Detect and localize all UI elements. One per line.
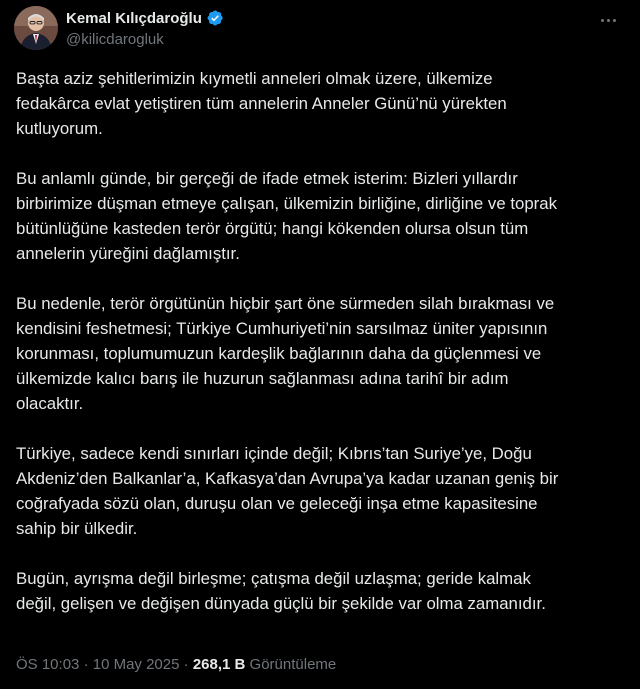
- more-dot: [607, 19, 610, 22]
- tweet-line: coğrafyada sözü olan, duruşu olan ve geleceği inşa etme kapasitesine: [16, 494, 538, 513]
- tweet-paragraph: [16, 166, 626, 266]
- tweet-line: değil, gelişen ve değişen dünyada güçlü bir şekilde var olma zamanıdır.: [16, 594, 546, 613]
- author-names: [66, 8, 224, 48]
- tweet-line: Bu nedenle, terör örgütünün hiçbir şart öne sürmeden silah bırakması ve: [16, 294, 555, 313]
- tweet-line: Bu anlamlı günde, bir gerçeği de ifade etmek isterim: Bizleri yıllardır: [16, 169, 518, 188]
- more-dot: [601, 19, 604, 22]
- verified-badge-icon: [206, 9, 224, 27]
- tweet-date[interactable]: 10 May 2025: [92, 656, 180, 673]
- views-count[interactable]: 268,1 B: [192, 656, 246, 673]
- author-name-row: [66, 8, 224, 28]
- tweet-line: Türkiye, sadece kendi sınırları içinde değil; Kıbrıs’tan Suriye’ye, Doğu: [16, 444, 532, 463]
- more-dot: [613, 19, 616, 22]
- tweet-line: Başta aziz şehitlerimizin kıymetli anneleri olmak üzere, ülkemize: [16, 69, 493, 88]
- author-display-name[interactable]: Kemal Kılıçdaroğlu: [66, 9, 202, 27]
- tweet-line: kutluyorum.: [16, 119, 103, 138]
- tweet-header: [14, 6, 626, 54]
- tweet-line: birbirimize düşman etmeye çalışan, ülkemizin birliğine, dirliğine ve toprak: [16, 194, 557, 213]
- tweet-line: Akdeniz’den Balkanlar’a, Kafkasya’dan Avrupa’ya kadar uzanan geniş bir: [16, 469, 559, 488]
- author-handle[interactable]: @kilicdarogluk: [66, 31, 164, 48]
- tweet-paragraph: [16, 291, 626, 416]
- tweet-line: Bugün, ayrışma değil birleşme; çatışma değil uzlaşma; geride kalmak: [16, 569, 531, 588]
- tweet-line: olacaktır.: [16, 394, 84, 413]
- tweet-meta: [16, 656, 336, 673]
- meta-separator: ·: [83, 656, 89, 673]
- tweet-line: ülkemizde kalıcı barış ile huzurun sağlanması adına tarihî bir adım: [16, 369, 509, 388]
- tweet-paragraph: [16, 441, 626, 541]
- tweet-line: sahip bir ülkedir.: [16, 519, 138, 538]
- tweet-paragraph: [16, 566, 626, 616]
- tweet-line: fedakârca evlat yetiştiren tüm annelerin Anneler Günü’nü yürekten: [16, 94, 507, 113]
- tweet-line: annelerin yüreğini dağlamıştır.: [16, 244, 240, 263]
- tweet-line: kendisini feshetmesi; Türkiye Cumhuriyeti’nin sarsılmaz üniter yapısının: [16, 319, 548, 338]
- meta-separator: ·: [183, 656, 189, 673]
- tweet-line: korunması, toplumumuzun kardeşlik bağlarının daha da güçlenmesi ve: [16, 344, 542, 363]
- tweet-line: bütünlüğüne kasteden terör örgütü; hangi kökenden olursa olsun tüm: [16, 219, 529, 238]
- tweet-time[interactable]: ÖS 10:03: [16, 656, 80, 673]
- views-label: Görüntüleme: [249, 656, 337, 673]
- tweet-paragraph: [16, 66, 626, 141]
- more-horizontal-icon[interactable]: [594, 8, 622, 32]
- tweet-text: [16, 66, 626, 641]
- person-avatar-icon[interactable]: [14, 6, 58, 50]
